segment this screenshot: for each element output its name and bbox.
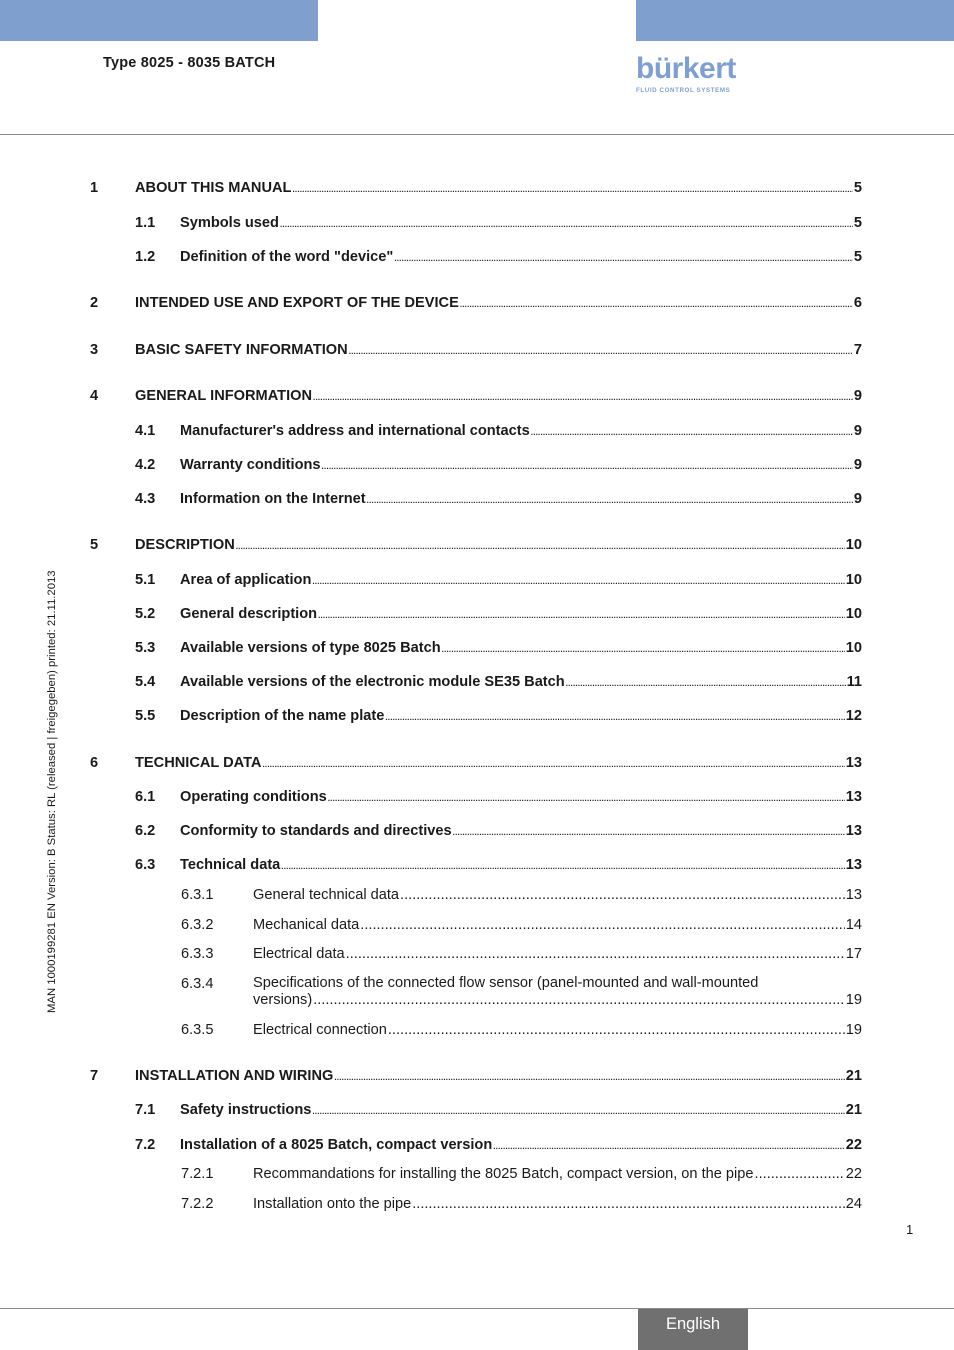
toc-entry-link[interactable] xyxy=(253,1196,862,1213)
toc-entry-number: 1.2 xyxy=(135,249,156,265)
toc-leader-dots xyxy=(346,946,845,963)
toc-leader-dots xyxy=(388,1022,845,1039)
toc-entry-number: 6.3.4 xyxy=(181,976,214,992)
toc-entry-title: ABOUT THIS MANUAL xyxy=(135,180,292,196)
toc-leader-dots xyxy=(360,917,844,934)
toc-entry-title: Installation onto the pipe xyxy=(253,1196,412,1212)
document-title: Type 8025 - 8035 BATCH xyxy=(103,55,276,71)
toc-entry-page: 10 xyxy=(845,572,862,588)
toc-entry-number: 4 xyxy=(90,388,99,404)
toc-entry-title: Electrical data xyxy=(253,946,345,962)
toc-entry-page: 13 xyxy=(845,857,862,873)
toc-entry-title: versions) xyxy=(253,992,313,1008)
toc-entry-title-line: Specifications of the connected flow sensor (panel-mounted and wall-mounted xyxy=(253,975,759,991)
toc-entry-title: Safety instructions xyxy=(180,1102,312,1118)
toc-entry-link[interactable] xyxy=(180,457,862,475)
toc-entry-number: 1.1 xyxy=(135,215,156,231)
toc-entry-number: 2 xyxy=(90,295,99,311)
toc-entry-page: 5 xyxy=(853,215,862,231)
toc-entry-title: Operating conditions xyxy=(180,789,327,805)
toc-entry-page: 19 xyxy=(845,1022,862,1038)
toc-entry-link[interactable] xyxy=(180,1102,862,1120)
toc-entry-number: 6.2 xyxy=(135,823,156,839)
document-status-note: MAN 1000199281 EN Version: B Status: RL (released | freigegeben) printed: 21.11.2013 xyxy=(46,570,58,1013)
toc-entry-number: 5.4 xyxy=(135,674,156,690)
toc-entry-title: Conformity to standards and directives xyxy=(180,823,452,839)
toc-entry-page: 21 xyxy=(845,1068,862,1084)
toc-entry-page: 17 xyxy=(845,946,862,962)
toc-entry-page: 10 xyxy=(845,606,862,622)
toc-leader-dots xyxy=(460,295,853,313)
toc-entry-title: Available versions of the electronic module SE35 Batch xyxy=(180,674,565,690)
toc-entry-link[interactable] xyxy=(135,388,862,406)
toc-entry-number: 6.3.5 xyxy=(181,1022,214,1038)
toc-leader-dots xyxy=(531,423,853,441)
logo-subtext: FLUID CONTROL SYSTEMS xyxy=(636,87,731,94)
page-number: 1 xyxy=(906,1222,914,1237)
toc-entry-page: 6 xyxy=(853,295,862,311)
toc-leader-dots xyxy=(394,249,853,267)
toc-leader-dots xyxy=(493,1137,845,1155)
toc-entry-page: 22 xyxy=(845,1137,862,1153)
toc-entry-page: 10 xyxy=(845,537,862,553)
toc-entry-link[interactable] xyxy=(180,1137,862,1155)
toc-entry-number: 6.1 xyxy=(135,789,156,805)
toc-entry-number: 5 xyxy=(90,537,99,553)
toc-entry-link[interactable] xyxy=(180,249,862,267)
toc-leader-dots xyxy=(367,491,853,509)
toc-entry-number: 1 xyxy=(90,180,99,196)
toc-entry-page: 5 xyxy=(853,249,862,265)
toc-entry-title: INTENDED USE AND EXPORT OF THE DEVICE xyxy=(135,295,459,311)
toc-entry-page: 24 xyxy=(845,1196,862,1212)
toc-entry-title: Information on the Internet xyxy=(180,491,366,507)
toc-entry-page: 14 xyxy=(845,917,862,933)
toc-entry-number: 3 xyxy=(90,342,99,358)
toc-leader-dots xyxy=(334,1068,844,1086)
footer-divider xyxy=(0,1308,954,1309)
toc-entry-title: Installation of a 8025 Batch, compact version xyxy=(180,1137,493,1153)
toc-entry-link[interactable] xyxy=(180,423,862,441)
toc-entry-page: 13 xyxy=(845,789,862,805)
toc-entry-number: 6.3.2 xyxy=(181,917,214,933)
toc-entry-link[interactable] xyxy=(180,491,862,509)
toc-leader-dots xyxy=(442,640,845,658)
toc-entry-number: 4.3 xyxy=(135,491,156,507)
toc-entry-title: Available versions of type 8025 Batch xyxy=(180,640,441,656)
toc-entry-title: INSTALLATION AND WIRING xyxy=(135,1068,334,1084)
toc-leader-dots xyxy=(755,1166,845,1183)
toc-entry-page: 9 xyxy=(853,491,862,507)
toc-entry-title: Electrical connection xyxy=(253,1022,387,1038)
toc-entry-title: General technical data xyxy=(253,887,400,903)
toc-leader-dots xyxy=(412,1196,845,1213)
header-divider xyxy=(0,134,954,135)
toc-leader-dots xyxy=(281,857,844,875)
toc-leader-dots xyxy=(385,708,844,726)
toc-entry-link[interactable] xyxy=(180,823,862,841)
toc-entry-title: BASIC SAFETY INFORMATION xyxy=(135,342,348,358)
header-band-right xyxy=(636,0,954,41)
toc-entry-page: 9 xyxy=(853,457,862,473)
header-band-left xyxy=(0,0,318,41)
toc-entry-number: 7.1 xyxy=(135,1102,156,1118)
toc-entry-page: 7 xyxy=(853,342,862,358)
toc-leader-dots xyxy=(312,1102,844,1120)
toc-entry-page: 21 xyxy=(845,1102,862,1118)
toc-entry-link[interactable] xyxy=(180,606,862,624)
toc-entry-number: 5.5 xyxy=(135,708,156,724)
toc-entry-number: 4.2 xyxy=(135,457,156,473)
toc-entry-number: 6.3.3 xyxy=(181,946,214,962)
toc-entry-title: GENERAL INFORMATION xyxy=(135,388,313,404)
toc-entry-title: Definition of the word "device" xyxy=(180,249,394,265)
toc-entry-link[interactable] xyxy=(180,708,862,726)
toc-entry-title: Manufacturer's address and international contacts xyxy=(180,423,530,439)
toc-entry-number: 7.2.1 xyxy=(181,1166,214,1182)
toc-entry-link[interactable] xyxy=(135,755,862,773)
toc-leader-dots xyxy=(400,887,845,904)
toc-entry-page: 9 xyxy=(853,388,862,404)
toc-entry-link[interactable] xyxy=(135,180,862,198)
toc-entry-page: 19 xyxy=(845,992,862,1008)
toc-entry-page: 10 xyxy=(845,640,862,656)
toc-entry-link[interactable] xyxy=(135,537,862,555)
toc-leader-dots xyxy=(292,180,852,198)
toc-entry-page: 13 xyxy=(845,887,862,903)
toc-entry-link[interactable] xyxy=(180,789,862,807)
toc-entry-number: 7.2.2 xyxy=(181,1196,214,1212)
toc-entry-title: Symbols used xyxy=(180,215,279,231)
toc-entry-link[interactable] xyxy=(180,640,862,658)
language-tab[interactable]: English xyxy=(638,1309,748,1350)
toc-leader-dots xyxy=(280,215,853,233)
toc-leader-dots xyxy=(236,537,845,555)
toc-leader-dots xyxy=(313,992,845,1009)
toc-leader-dots xyxy=(328,789,845,807)
toc-entry-link[interactable] xyxy=(253,946,862,963)
toc-entry-page: 22 xyxy=(845,1166,862,1182)
toc-leader-dots xyxy=(312,572,844,590)
toc-entry-title: DESCRIPTION xyxy=(135,537,235,553)
toc-entry-number: 7 xyxy=(90,1068,99,1084)
toc-entry-link[interactable] xyxy=(180,674,862,692)
toc-entry-link[interactable] xyxy=(180,857,862,875)
toc-leader-dots xyxy=(313,388,853,406)
toc-entry-page: 13 xyxy=(845,823,862,839)
toc-entry-title: TECHNICAL DATA xyxy=(135,755,262,771)
toc-entry-link[interactable] xyxy=(253,1166,862,1183)
toc-entry-title: Area of application xyxy=(180,572,312,588)
toc-entry-link[interactable] xyxy=(253,917,862,934)
toc-leader-dots xyxy=(262,755,844,773)
toc-entry-link[interactable] xyxy=(135,295,862,313)
toc-entry-page: 12 xyxy=(845,708,862,724)
logo-wordmark: bürkert xyxy=(636,52,736,85)
toc-entry-link[interactable] xyxy=(180,572,862,590)
burkert-logo xyxy=(636,52,736,98)
toc-entry-number: 5.3 xyxy=(135,640,156,656)
toc-entry-title: General description xyxy=(180,606,318,622)
toc-entry-number: 6.3 xyxy=(135,857,156,873)
toc-entry-link[interactable] xyxy=(253,887,862,904)
toc-entry-page: 13 xyxy=(845,755,862,771)
toc-leader-dots xyxy=(318,606,845,624)
toc-leader-dots xyxy=(453,823,845,841)
toc-entry-link[interactable] xyxy=(135,1068,862,1086)
toc-leader-dots xyxy=(349,342,853,360)
toc-entry-title: Description of the name plate xyxy=(180,708,385,724)
toc-entry-title: Mechanical data xyxy=(253,917,360,933)
toc-entry-number: 5.1 xyxy=(135,572,156,588)
toc-leader-dots xyxy=(566,674,846,692)
toc-entry-link[interactable] xyxy=(253,1022,862,1039)
toc-entry-link[interactable] xyxy=(253,992,862,1009)
toc-entry-page: 11 xyxy=(846,674,862,690)
toc-entry-title: Recommandations for installing the 8025 Batch, compact version, on the pipe xyxy=(253,1166,754,1182)
toc-entry-title: Technical data xyxy=(180,857,281,873)
toc-entry-link[interactable] xyxy=(180,215,862,233)
toc-leader-dots xyxy=(322,457,853,475)
toc-entry-title: Warranty conditions xyxy=(180,457,321,473)
toc-entry-number: 7.2 xyxy=(135,1137,156,1153)
toc-entry-number: 4.1 xyxy=(135,423,156,439)
toc-entry-page: 9 xyxy=(853,423,862,439)
toc-entry-number: 5.2 xyxy=(135,606,156,622)
toc-entry-number: 6.3.1 xyxy=(181,887,214,903)
toc-entry-number: 6 xyxy=(90,755,99,771)
toc-entry-link[interactable] xyxy=(135,342,862,360)
toc-entry-page: 5 xyxy=(853,180,862,196)
